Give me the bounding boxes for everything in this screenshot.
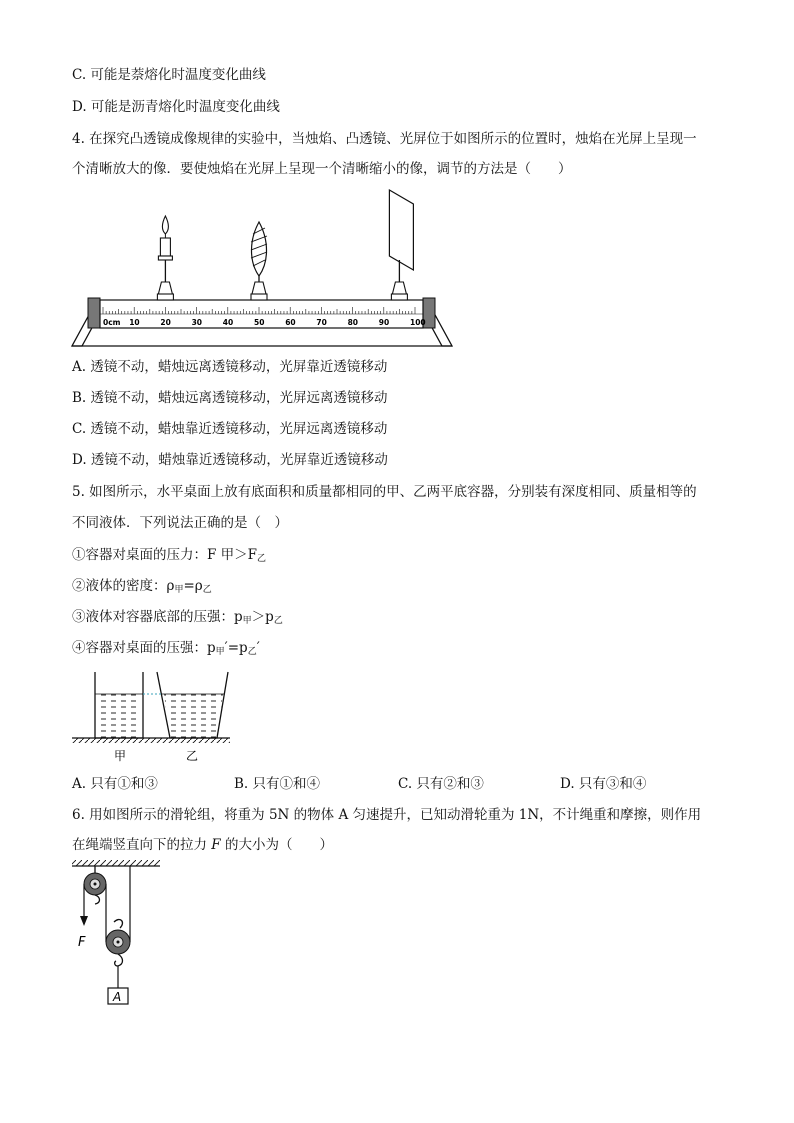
q5-stem-line2: 不同液体．下列说法正确的是（ ） <box>72 515 288 531</box>
light-screen <box>389 190 413 300</box>
ruler-tick-label: 100 <box>410 318 426 327</box>
candle <box>157 216 173 300</box>
q5-option-c: C. 只有②和③ <box>398 776 484 792</box>
q5-option-d: D. 只有③和④ <box>560 776 647 792</box>
ruler-tick-label: 10 <box>129 318 140 327</box>
q5-statement-1: ①容器对桌面的压力：F 甲$>F_乙$ <box>72 547 267 564</box>
ruler-tick-label: 60 <box>285 318 296 327</box>
pulley-system-figure <box>70 860 165 1010</box>
liquid-yi <box>164 694 223 738</box>
ruler-tick-label: 0cm <box>103 318 121 327</box>
label-jia: 甲 <box>114 749 127 763</box>
tabletop-hatch <box>72 738 230 743</box>
q4-stem-line1: 4. 在探究凸透镜成像规律的实验中，当烛焰、凸透镜、光屏位于如图所示的位置时，烛焰在光屏上呈现一 <box>72 131 697 147</box>
force-arrow <box>80 916 88 926</box>
q3-option-d: D. 可能是沥青熔化时温度变化曲线 <box>72 99 280 115</box>
q6-stem-line2: 在绳端竖直向下的拉力 F 的大小为（ ） <box>72 837 333 853</box>
q3-option-c: C. 可能是萘熔化时温度变化曲线 <box>72 67 266 83</box>
q5-option-a: A. 只有①和③ <box>72 776 158 792</box>
label-f: F <box>78 935 86 950</box>
q4-option-d: D. 透镜不动，蜡烛靠近透镜移动，光屏靠近透镜移动 <box>72 452 388 468</box>
label-yi: 乙 <box>186 749 199 763</box>
liquid-jia <box>97 694 141 738</box>
q5-stem-line1: 5. 如图所示，水平桌面上放有底面积和质量都相同的甲、乙两平底容器，分别装有深度相同、质量相等的 <box>72 484 697 500</box>
ruler-tick-label: 50 <box>254 318 265 327</box>
q4-stem-line2: 个清晰放大的像．要使烛焰在光屏上呈现一个清晰缩小的像，调节的方法是（ ） <box>72 161 572 177</box>
optical-bench-figure <box>70 188 455 350</box>
candle-flame <box>162 216 168 234</box>
candle-body <box>160 238 170 256</box>
containers-figure <box>70 668 235 768</box>
q6-stem-line1: 6. 用如图所示的滑轮组，将重为 5N 的物体 A 匀速提升，已知动滑轮重为 1N，不计绳重和摩擦，则作用 <box>72 807 702 823</box>
ruler-tick-label: 70 <box>316 318 327 327</box>
ruler-tick-label: 20 <box>160 318 171 327</box>
ruler-tick-label: 40 <box>222 318 234 327</box>
q5-statement-3: ③液体对容器底部的压强：$p_甲>p_乙$ <box>72 609 283 626</box>
label-a: A <box>113 990 122 1004</box>
q4-option-a: A. 透镜不动，蜡烛远离透镜移动，光屏靠近透镜移动 <box>72 359 388 375</box>
ruler-tick-label: 30 <box>191 318 203 327</box>
ruler-tick-label: 80 <box>347 318 359 327</box>
convex-lens <box>251 222 267 300</box>
bench-left-end <box>88 298 100 328</box>
ceiling-hatch <box>72 860 160 866</box>
q5-option-b: B. 只有①和④ <box>234 776 321 792</box>
q4-option-b: B. 透镜不动，蜡烛远离透镜移动，光屏远离透镜移动 <box>72 390 388 406</box>
q5-statement-2: ②液体的密度：$\rho_甲=\rho_乙$ <box>72 578 212 595</box>
q4-option-c: C. 透镜不动，蜡烛靠近透镜移动，光屏远离透镜移动 <box>72 421 388 437</box>
q5-statement-4: ④容器对桌面的压强：$p_甲'=p_乙'$ <box>72 640 260 657</box>
ruler-tick-label: 90 <box>378 318 390 327</box>
screen-panel <box>389 190 413 270</box>
